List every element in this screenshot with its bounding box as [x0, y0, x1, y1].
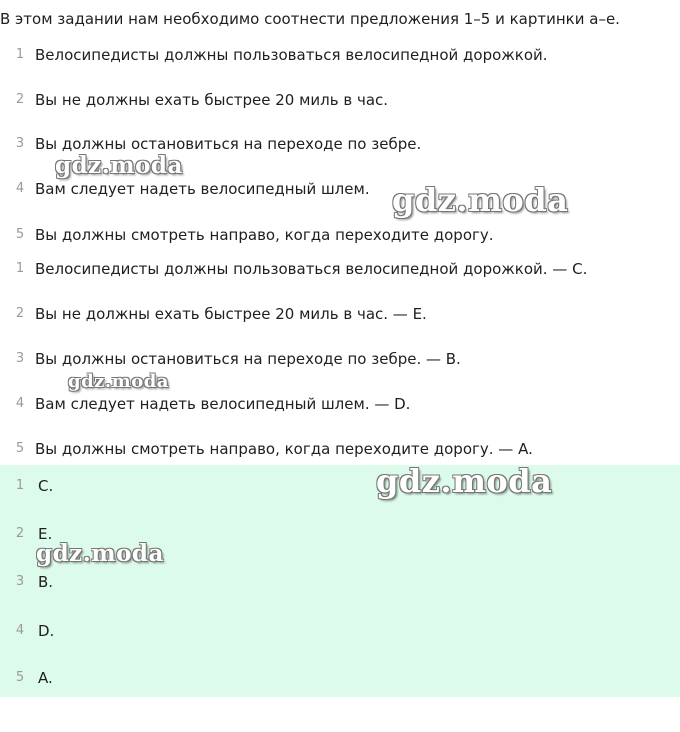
watermark: gdz.moda	[36, 540, 164, 567]
item-text: A.	[38, 669, 53, 687]
item-text: Вам следует надеть велосипедный шлем. — D.	[35, 395, 411, 413]
item-text: Вы не должны ехать быстрее 20 миль в час. — E.	[35, 305, 427, 323]
answer-block	[0, 465, 680, 697]
item-number: 5	[15, 670, 25, 685]
watermark: gdz.moda	[55, 152, 183, 179]
item-text: Вы должны остановиться на переходе по зебре. — B.	[35, 350, 461, 368]
item-number: 2	[15, 92, 25, 107]
item-text: Вы не должны ехать быстрее 20 миль в час.	[35, 91, 389, 109]
item-number: 1	[15, 261, 25, 276]
item-number: 1	[15, 47, 25, 62]
intro-text: В этом задании нам необходимо соотнести предложения 1–5 и картинки a–e.	[0, 10, 620, 28]
item-text: E.	[38, 525, 53, 543]
item-text: Вы должны смотреть направо, когда переходите дорогу. — A.	[35, 440, 533, 458]
item-number: 4	[15, 623, 25, 638]
item-text: Вы должны остановиться на переходе по зебре.	[35, 135, 422, 153]
item-number: 3	[15, 136, 25, 151]
item-number: 2	[15, 306, 25, 321]
watermark: gdz.moda	[392, 181, 569, 219]
item-number: 4	[15, 181, 25, 196]
item-number: 2	[15, 526, 25, 541]
item-number: 5	[15, 441, 25, 456]
item-number: 3	[15, 574, 25, 589]
item-text: D.	[38, 622, 55, 640]
item-text: C.	[38, 477, 54, 495]
item-text: Вы должны смотреть направо, когда переходите дорогу.	[35, 226, 494, 244]
item-number: 3	[15, 351, 25, 366]
watermark: gdz.moda	[376, 462, 553, 500]
item-text: B.	[38, 573, 54, 591]
watermark: gdz.moda	[68, 371, 169, 392]
item-number: 4	[15, 396, 25, 411]
item-text: Вам следует надеть велосипедный шлем.	[35, 180, 370, 198]
item-text: Велосипедисты должны пользоваться велосипедной дорожкой.	[35, 46, 548, 64]
item-number: 1	[15, 478, 25, 493]
item-text: Велосипедисты должны пользоваться велосипедной дорожкой. — C.	[35, 260, 588, 278]
item-number: 5	[15, 227, 25, 242]
